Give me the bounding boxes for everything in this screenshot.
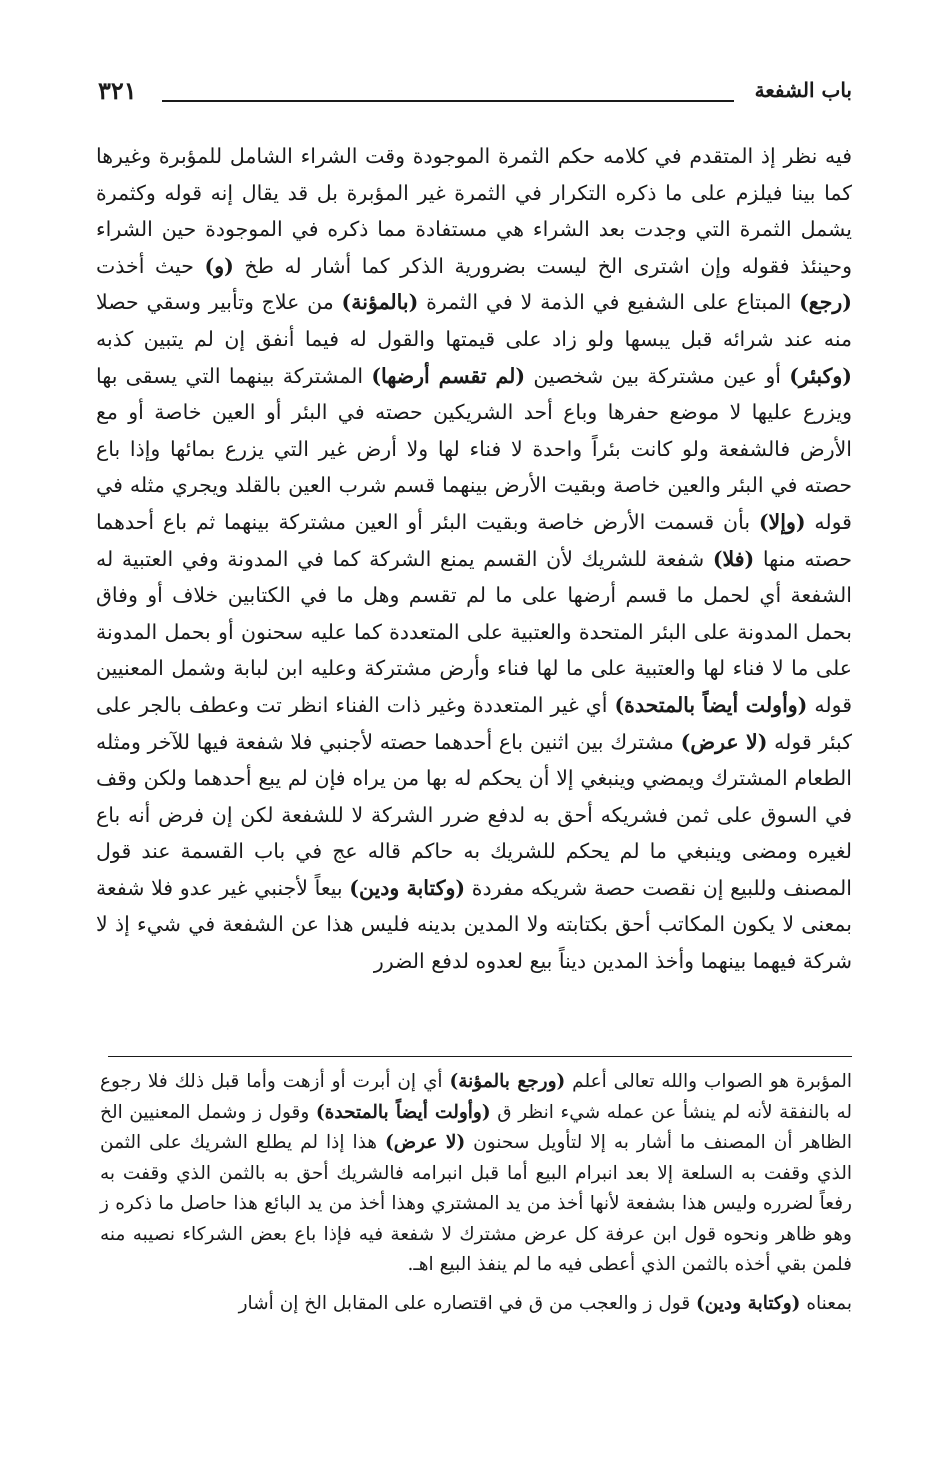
text-run: أو عين مشتركة بين شخصين [525, 363, 790, 388]
text-run: من علاج وتأبير وسقي حصلا منه عند شرائه قبل يبسها ولو زاد على قيمتها والقول له فيما أنفق إن لم يتبين كذبه [96, 290, 852, 351]
bold-term: (وإلا) [758, 509, 806, 534]
footnotes [100, 1067, 852, 1319]
header-rule [162, 100, 734, 102]
bold-term: (لا عرض) [680, 729, 768, 754]
bold-term: (وكتابة ودين) [696, 1292, 801, 1314]
text-run: بمعناه [800, 1292, 852, 1314]
text-run: المؤبرة هو الصواب والله تعالى أعلم [565, 1071, 853, 1092]
footnote-paragraph [100, 1067, 852, 1281]
main-paragraph [96, 138, 852, 980]
footnote-separator [108, 1056, 852, 1057]
text-run: وقول ز وشمل المعنيين الخ الظاهر أن المصنف ما أشار به إلا لتأويل سحنون [100, 1101, 852, 1153]
bold-term: (رجع) [799, 290, 852, 315]
bold-term: (ورجع بالمؤنة) [449, 1071, 566, 1092]
bold-term: (وكتابة ودين) [349, 875, 466, 900]
text-run: بيعاً لأجنبي غير عدو فلا شفعة بمعنى لا يكون المكاتب أحق بكتابته ولا المدين بدينه فليس هذا عن الشفعة في شيء إذ لا شركة فيهما بينهما وأخذ المدين ديناً بيع لعدوه لدفع الضرر [96, 875, 852, 974]
text-run: هذا إذا لم يطلع الشريك على الثمن الذي وقفت به السلعة إلا بعد انبرام البيع أما قبل انبرامه فالشريك أحق به بالثمن الذي وقفت به رفعاً لضرره وليس هذا بشفعة لأنها أخذ من يد المشتري وهذا أخذ من يد البائع هذا حاصل ما ذكره ز وهو ظاهر ونحوه قول ابن عرفة كل عرض مشترك لا شفعة فيه فإذا باع بعض الشركاء نصيبه منه فلمن بقي أخذه بالثمن الذي أعطى فيه ما لم ينفذ البيع اهـ. [100, 1132, 852, 1275]
bold-term: (لم تقسم أرضها) [371, 363, 526, 388]
bold-term: (وكبئر) [789, 363, 852, 388]
page-number: ٣٢١ [98, 76, 137, 105]
text-run: مشترك بين اثنين باع أحدهما حصته لأجنبي فلا شفعة فيها للآخر ومثله الطعام المشترك ويمضي وينبغي إلا أن يحكم له بها من يراه فإن لم يبع أحدهما ولكن وقف في السوق على ثمن فشريكه أحق به لدفع ضرر الشركة لا للشفعة لكن إن فرض أنه باع لغيره ومضى وينبغي ما لم يحكم للشريك به حاكم قاله عج في باب القسمة عند قول المصنف وللبيع إن نقصت حصة شريكه مفردة [96, 729, 852, 900]
bold-term: (وأولت أيضاً بالمتحدة) [315, 1101, 491, 1123]
text-run: بأن قسمت الأرض خاصة وبقيت البئر أو العين مشتركة بينهما ثم باع أحدهما حصته منها [96, 509, 852, 571]
text-run: المبتاع على الشفيع في الذمة لا في الثمرة [418, 290, 800, 315]
bold-term: (لا عرض) [385, 1132, 466, 1153]
text-run: قول ز والعجب من ق في اقتصاره على المقابل الخ إن أشار [238, 1292, 697, 1314]
bold-term: (و) [204, 253, 234, 278]
text-run: حيث أخذت [96, 253, 205, 278]
page-header [92, 76, 852, 116]
text-run: فيه نظر إذ المتقدم في كلامه حكم الثمرة الموجودة وقت الشراء الشامل للمؤبرة وغيرها كما بينا فيلزم على ما ذكره التكرار في الثمرة غير المؤبرة بل قد يقال إنه قوله وكثمرة يشمل الثمرة التي وجدت بعد الشراء هي مستفادة مما ذكره في الموجودة حين الشراء وحينئذ فقوله وإن اشترى الخ ليست بضرورية الذكر كما أشار له طخ [96, 144, 852, 278]
bold-term: (بالمؤنة) [341, 290, 419, 315]
footnote-paragraph-continued [100, 1289, 852, 1320]
main-text [96, 138, 852, 980]
bold-term: (فلا) [712, 546, 755, 571]
text-run: أي غير المتعددة وغير ذات الفناء انظر تت وعطف بالجر على كبئر قوله [96, 692, 852, 754]
bold-term: (وأولت أيضاً بالمتحدة) [614, 692, 808, 717]
text-run: شفعة للشريك لأن القسم يمنع الشركة كما في المدونة وفي العتبية له الشفعة أي لحمل ما قسم أرضها على ما لم تقسم وهل ما في الكتابين خلاف أو وفاق بحمل المدونة على البئر المتحدة والعتبية على المتعددة كما عليه سحنون أو بحمل المدونة على ما لا فناء لها والعتبية على ما لها فناء وأرض مشتركة وعليه ابن لبابة وشمل المعنيين قوله [96, 546, 853, 717]
text-run: المشتركة بينهما التي يسقى بها ويزرع عليها لا موضع حفرها وباع أحد الشريكين حصته في البئر أو العين خاصة أو مع الأرض فالشفعة ولو كانت بئراً واحدة لا فناء لها ولا أرض غير التي يزرع بمائها وإذا باع حصته في البئر والعين خاصة وبقيت الأرض بينهما قسم شرب العين بالقلد ويجري مثله في قوله [96, 363, 852, 534]
chapter-title: باب الشفعة [754, 78, 852, 102]
text-run: أي إن أبرت أو أزهت وأما قبل ذلك فلا رجوع له بالنفقة لأنه لم ينشأ عن عمله شيء انظر ق [100, 1071, 853, 1123]
